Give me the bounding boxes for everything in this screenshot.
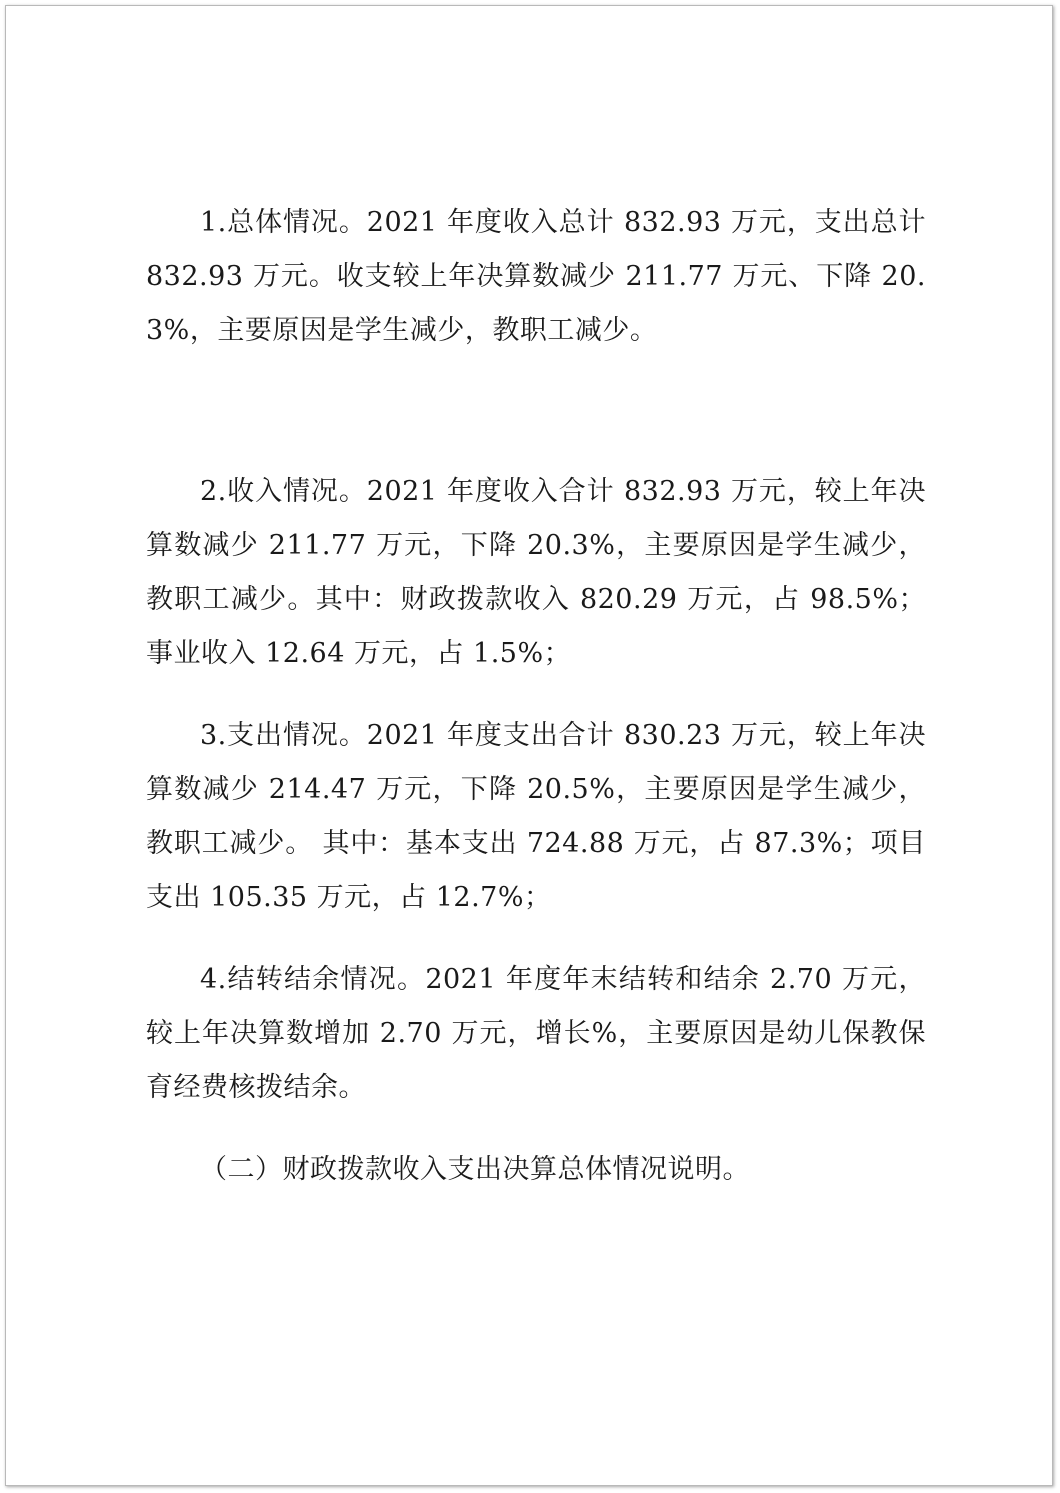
paragraph-carryover-balance: 4.结转结余情况。2021 年度年末结转和结余 2.70 万元，较上年决算数增加 2.70 万元，增长%，主要原因是幼儿保教保育经费核拨结余。: [146, 964, 926, 1103]
document-page: [5, 5, 1053, 1486]
section-heading: （二）财政拨款收入支出决算总体情况说明。: [200, 1154, 750, 1185]
paragraph-income-situation: 2.收入情况。2021 年度收入合计 832.93 万元，较上年决算数减少 211.77 万元，下降 20.3%，主要原因是学生减少，教职工减少。其中：财政拨款收入 820.29 万元，占 98.5%；事业收入 12.64 万元，占 1.5%；: [146, 476, 926, 669]
paragraph-overall-situation: 1.总体情况。2021 年度收入总计 832.93 万元，支出总计 832.93 万元。收支较上年决算数减少 211.77 万元、下降 20.3%，主要原因是学生减少，教职工减少。: [146, 207, 926, 346]
paragraph-expenditure-situation: 3.支出情况。2021 年度支出合计 830.23 万元，较上年决算数减少 214.47 万元，下降 20.5%，主要原因是学生减少，教职工减少。 其中：基本支出 724.88 万元，占 87.3%；项目支出 105.35 万元，占 12.7%；: [146, 720, 926, 913]
